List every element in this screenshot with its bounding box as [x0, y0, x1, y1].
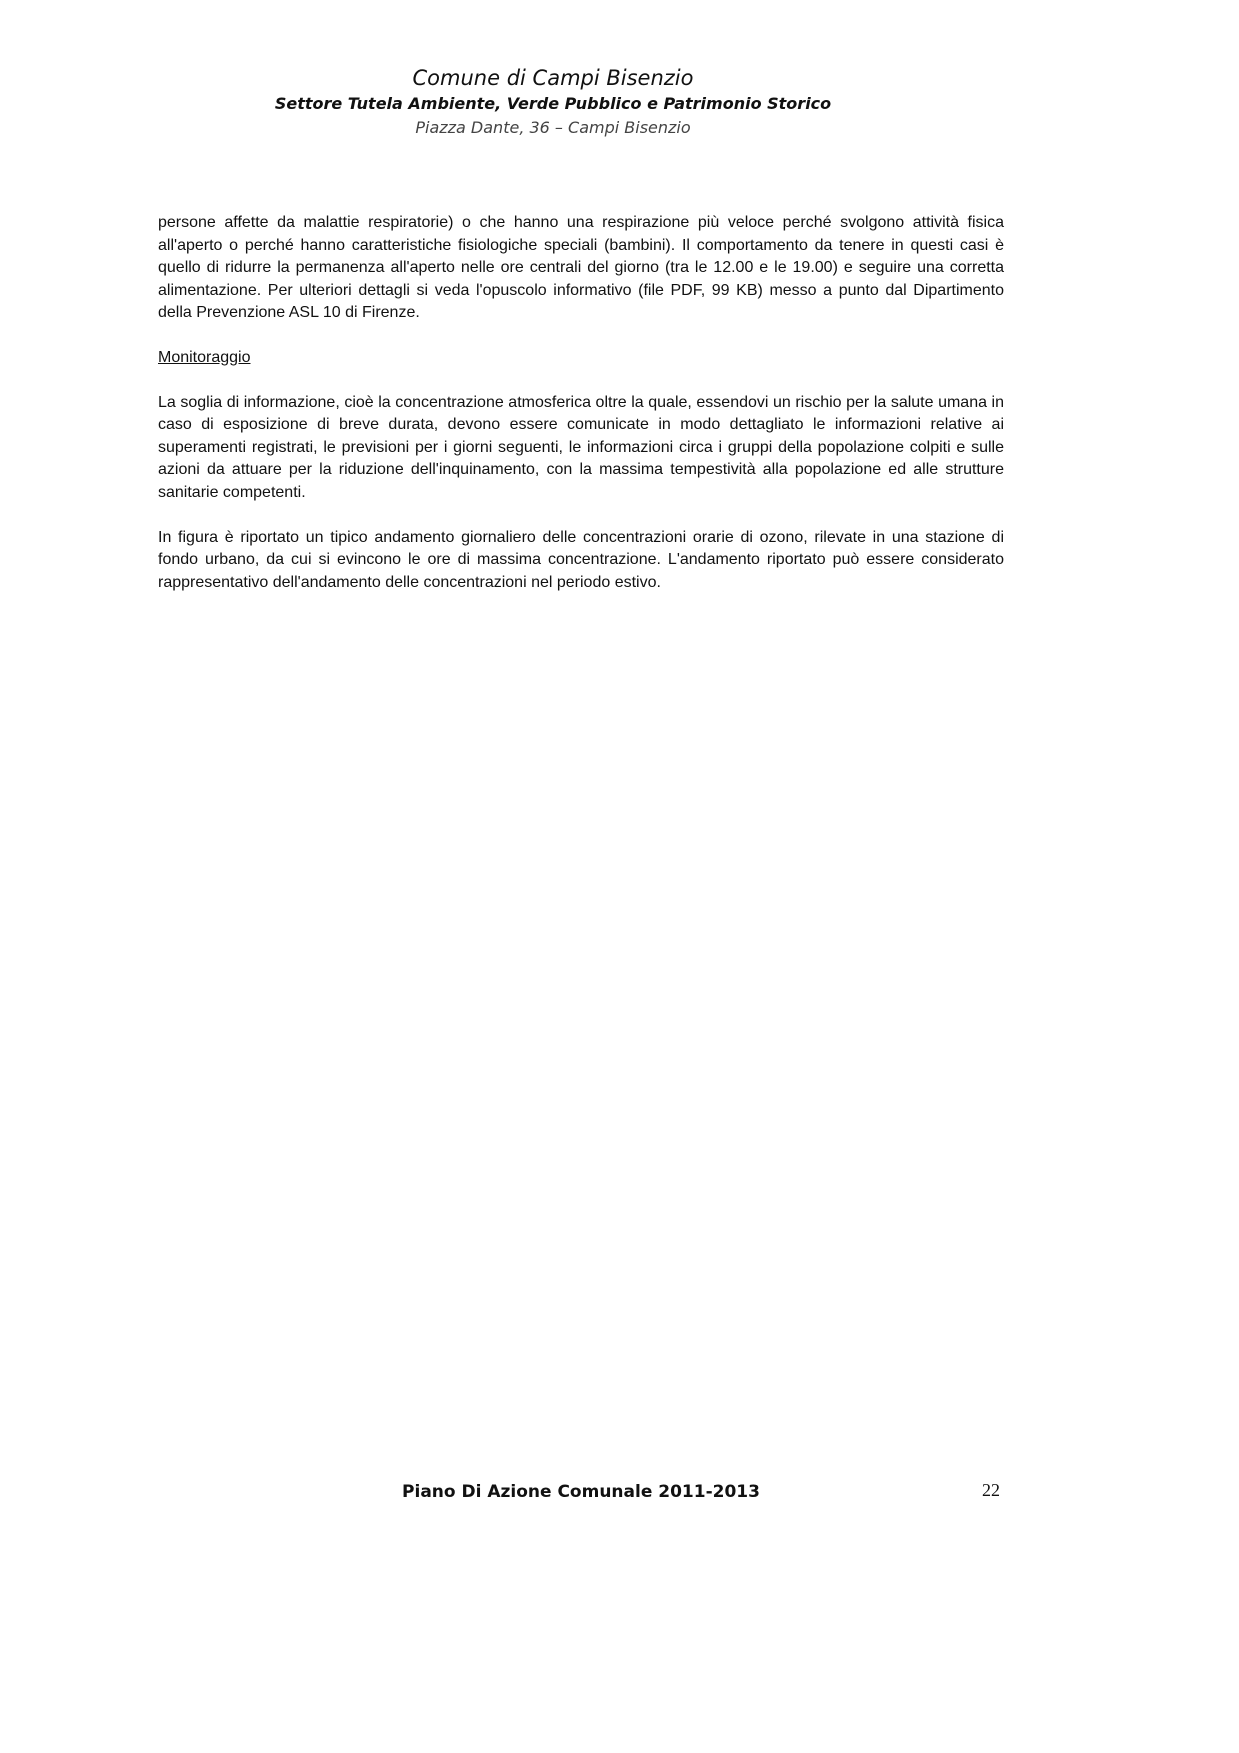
- paragraph-andamento-ozono: In figura è riportato un tipico andamento giornaliero delle concentrazioni orarie di ozono, rilevate in una stazione di fondo urbano, da cui si evincono le ore di massima concentrazione. L'andamento riportato può essere considerato rappresentativo dell'andamento delle concentrazioni nel periodo estivo.: [158, 528, 1004, 591]
- page-number: 22: [982, 1480, 1000, 1500]
- paragraph-soglia-informazione: La soglia di informazione, cioè la concentrazione atmosferica oltre la quale, essendovi un rischio per la salute umana in caso di esposizione di breve durata, devono essere comunicate in modo dettagliato le informazioni relative ai superamenti registrati, le previsioni per i giorni seguenti, le informazioni circa i gruppi della popolazione colpiti e sulle azioni da attuare per la riduzione dell'inquinamento, con la massima tempestività alla popolazione ed alle strutture sanitarie competenti.: [158, 393, 1004, 501]
- body-content: [158, 212, 1004, 594]
- organization-name: Comune di Campi Bisenzio: [412, 66, 694, 90]
- paragraph-continuation: persone affette da malattie respiratorie) o che hanno una respirazione più veloce perché svolgono attività fisica all'aperto o perché hanno caratteristiche fisiologiche speciali (bambini). Il comportamento da tenere in questi casi è quello di ridurre la permanenza all'aperto nelle ore centrali del giorno (tra le 12.00 e le 19.00) e seguire una corretta alimentazione. Per ulteriori dettagli si veda l'opuscolo informativo (file PDF, 99 KB) messo a punto dal Dipartimento della Prevenzione ASL 10 di Firenze.: [158, 214, 1004, 322]
- footer-title: Piano Di Azione Comunale 2011-2013: [402, 1482, 760, 1502]
- section-heading-monitoraggio: Monitoraggio: [158, 348, 251, 366]
- address: Piazza Dante, 36 – Campi Bisenzio: [415, 118, 691, 137]
- department-name: Settore Tutela Ambiente, Verde Pubblico e Patrimonio Storico: [274, 94, 832, 113]
- page-footer: [0, 1478, 1106, 1506]
- page-header: [0, 64, 1106, 139]
